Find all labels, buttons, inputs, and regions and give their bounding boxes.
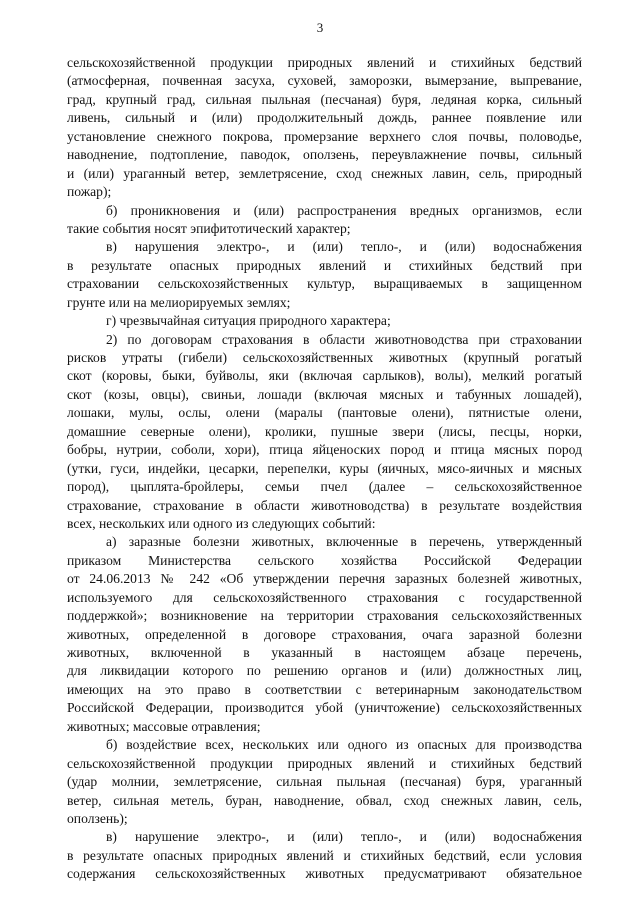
text-line: и (или) ураганный ветер, землетрясение, сход снежных лавин, сель, природный <box>67 165 582 181</box>
text-line: наводнение, подтопление, паводок, оползень, переувлажнение почвы, сильный <box>67 147 582 163</box>
text-line: пород), цыплята-бройлеры, семьи пчел (далее – сельскохозяйственное <box>67 479 582 495</box>
text-line: бобры, нутрии, соболи, хори), птица яйценоских пород и птица мясных пород <box>67 442 582 458</box>
text-line: домашние северные олени), кролики, пушные звери (лисы, песцы, норки, <box>67 423 582 439</box>
document-body <box>67 54 582 884</box>
text-line: страхование, страхование в области животноводства) в результате воздействия <box>67 497 582 513</box>
text-line: животных, включенной в указанный в настоящем абзаце перечень, <box>67 645 582 660</box>
page-number: 3 <box>316 20 324 35</box>
text-line: скот (коровы, быки, буйволы, яки (включая сарлыков), волы), мелкий рогатый <box>67 368 582 384</box>
text-line: (удар молнии, землетрясение, сильная пыльная (песчаная) буря, ураганный <box>67 774 582 790</box>
text-line: ветер, сильная метель, буран, наводнение, обвал, сход снежных лавин, сель, <box>67 792 582 808</box>
text-line: приказом Министерства сельского хозяйства Российской Федерации <box>67 552 582 568</box>
text-line: а) заразные болезни животных, включенные в перечень, утвержденный <box>106 534 582 550</box>
text-line: такие события носят эпифитотический характер; <box>67 220 351 236</box>
text-line: (утки, гуси, индейки, цесарки, перепелки, куры (яичных, мясо-яичных и мясных <box>67 460 582 476</box>
text-line: в результате опасных природных явлений и стихийных бедствий, если условия <box>67 847 582 863</box>
text-line: град, крупный град, сильная пыльная (песчаная) буря, ледяная корка, сильный <box>67 91 582 107</box>
text-line: сельскохозяйственной продукции природных явлений и стихийных бедствий <box>67 755 582 771</box>
text-line: в) нарушение электро-, и (или) тепло-, и (или) водоснабжения <box>106 829 582 845</box>
text-line: сельскохозяйственной продукции природных явлений и стихийных бедствий <box>67 55 582 70</box>
text-line: оползень); <box>67 810 128 826</box>
text-line: от 24.06.2013 № 242 «Об утверждении перечня заразных болезней животных, <box>67 571 582 587</box>
text-line: 2) по договорам страхования в области животноводства при страховании <box>106 331 582 347</box>
text-line: скот (козы, овцы), свиньи, лошади (включая мясных и табунных лошадей), <box>67 386 582 402</box>
text-line: животных, определенной в договоре страхования, очага заразной болезни <box>67 626 582 642</box>
text-line: всех, нескольких или одного из следующих событий: <box>67 515 376 531</box>
text-line: имеющих на это право в соответствии с ветеринарным законодательством <box>67 681 582 697</box>
text-line: содержания сельскохозяйственных животных предусматривают обязательное <box>67 866 582 882</box>
text-line: грунте или на мелиорируемых землях; <box>67 294 291 310</box>
text-line: страховании сельскохозяйственных культур, выращиваемых в защищенном <box>67 276 582 292</box>
text-line: г) чрезвычайная ситуация природного характера; <box>106 313 391 329</box>
text-line: в) нарушения электро-, и (или) тепло-, и (или) водоснабжения <box>106 239 582 255</box>
text-line: Российской Федерации, производится убой (уничтожение) сельскохозяйственных <box>67 700 582 716</box>
text-line: поддержкой»; возникновение на территории страхования сельскохозяйственных <box>67 608 582 624</box>
text-line: пожар); <box>67 184 112 200</box>
text-line: рисков утраты (гибели) сельскохозяйственных животных (крупный рогатый <box>67 350 582 365</box>
text-line: б) проникновения и (или) распространения вредных организмов, если <box>106 202 582 218</box>
text-line: используемого для сельскохозяйственного страхования с государственной <box>67 589 582 605</box>
text-line: установление снежного покрова, промерзание верхнего слоя почвы, половодье, <box>67 128 582 144</box>
text-line: лошаки, мулы, ослы, олени (маралы (пантовые олени), пятнистые олени, <box>67 405 582 421</box>
text-line: животных; массовые отравления; <box>67 718 261 734</box>
text-line: в результате опасных природных явлений и стихийных бедствий при <box>67 257 582 273</box>
text-line: для ликвидации которого по решению органов и (или) должностных лиц, <box>67 663 582 679</box>
text-line: (атмосферная, почвенная засуха, суховей, заморозки, вымерзание, выпревание, <box>67 73 582 89</box>
text-line: ливень, сильный и (или) продолжительный дождь, раннее появление или <box>67 110 582 126</box>
text-line: б) воздействие всех, нескольких или одного из опасных для производства <box>106 737 582 753</box>
